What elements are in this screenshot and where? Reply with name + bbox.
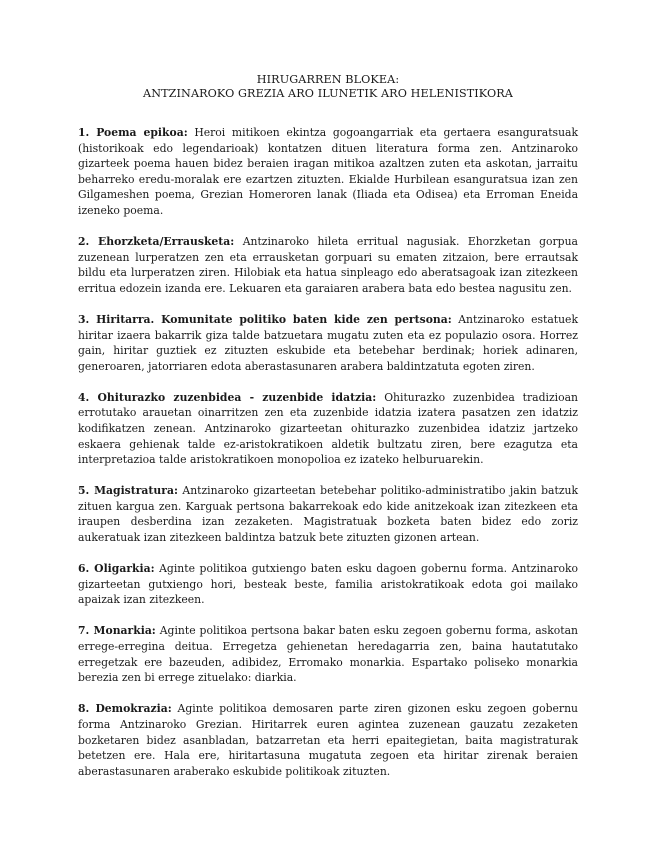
glossary-entry-ehorzketa-errausketa: [78, 234, 578, 296]
entry-definition: Ohiturazko zuzenbidea tradizioan errotutako arauetan oinarritzen zen eta zuzenbide idatzia izatera pasatzen zen idatziz kodifikatzen zenean. Antzinaroko gizarteetan ohiturazko zuzenbidea idatziz jartzeko eskaera gehienak talde ez-aristokratikoen aldetik bultzatu ziren, bere ezagutza eta interpretazioa talde aristokratikoen monopolioa ez izateko helburuarekin.: [78, 390, 578, 467]
entry-definition: Antzinaroko gizarteetan betebehar politiko-administratibo jakin batzuk zituen kargua zen. Karguak pertsona bakarrekoak edo kide anitzekoak izan zitezkeen eta iraupen desberdina izan zezaketen. Magistratuak bozketa baten bidez edo zoriz aukeratuak izan zitezkeen baldintza batzuk bete zituzten gizonen artean.: [78, 484, 578, 545]
glossary-entry-poema-epikoa: [78, 125, 578, 219]
entry-term: 2. Ehorzketa/Errausketa:: [78, 235, 235, 249]
entry-term: 3. Hiritarra. Komunitate politiko baten kide zen pertsona:: [78, 312, 452, 326]
glossary-entry-demokrazia: [78, 701, 578, 779]
entry-definition: Aginte politikoa demosaren parte ziren gizonen esku zegoen gobernu forma Antzinaroko Grezian. Hiritarrek euren agintea zuzenean gauzatu zezaketen bozketaren bidez asanbladan, batzarretan eta herri epaitegietan, baita magistraturak betetzen ere. Hala ere, hiritartasuna mugatuta zegoen eta hiritar zirenak beraien aberastasunaren araberako eskubide politikoak zituzten.: [78, 702, 578, 778]
glossary-entry-hiritarra: [78, 312, 578, 374]
title-line-1: HIRUGARREN BLOKEA:: [256, 73, 400, 86]
entry-definition: Antzinaroko estatuek hiritar izaera bakarrik giza talde batzuetara mugatu zuten eta ez populazio osora. Horrez gain, hiritar guztiek ez zituzten eskubide eta betebehar berdinak; horiek adinaren, generoaren, jatorriaren edota aberastasunaren arabera baldintzatuta egoten ziren.: [78, 312, 578, 373]
entry-term: 1. Poema epikoa:: [78, 126, 188, 139]
glossary-entry-oligarkia: [78, 561, 578, 608]
entry-definition: Heroi mitikoen ekintza gogoangarriak eta gertaera esanguratsuak (historikoak edo legendarioak) kontatzen dituen literatura forma zen. Antzinaroko gizarteek poema hauen bidez beraien iragan mitikoa azaltzen zuten eta askotan, jarraitu beharreko eredu-moralak ere ezartzen zituzten. Ekialde Hurbilean esanguratsua izan zen Gilgameshen poema, Grezian Homeroren lanak (Iliada eta Odisea) eta Erroman Eneida izeneko poema.: [78, 126, 579, 217]
glossary-entry-magistratura: [78, 483, 578, 545]
entry-term: 4. Ohiturazko zuzenbidea - zuzenbide idatzia:: [78, 390, 377, 404]
entry-definition: Antzinaroko hileta erritual nagusiak. Ehorzketan gorpua zuzenean lurperatzen zen eta errausketan gorpuari su ematen zitzaion, bere errautsak bildu eta lurperatzen ziren. Hilobiak eta hatua sinpleago edo aberatsagoak izan zitezkeen erritua edozein izanda ere. Lekuaren eta garaiaren arabera bata edo bestea nagusitu zen.: [78, 235, 578, 295]
block-title: [78, 73, 578, 101]
entry-definition: Aginte politikoa gutxiengo baten esku dagoen gobernu forma. Antzinaroko gizarteetan gutxiengo hori, besteak beste, familia aristokratikoak edota goi mailako apaizak izan zitezkeen.: [78, 562, 579, 607]
glossary-entry-zuzenbidea: [78, 390, 578, 468]
entry-term: 5. Magistratura:: [78, 484, 178, 498]
title-line-2: ANTZINAROKO GREZIA ARO ILUNETIK ARO HELENISTIKORA: [143, 87, 513, 100]
entry-definition: Aginte politikoa pertsona bakar baten esku zegoen gobernu forma, askotan errege-erregina deitua. Erregetza gehienetan heredagarria zen, baina hautatutako erregetzak ere bazeuden, adibidez, Erromako monarkia. Espartako poliseko monarkia berezia zen bi errege zituelako: diarkia.: [78, 624, 579, 685]
entry-term: 8. Demokrazia:: [78, 702, 172, 716]
glossary-entry-monarkia: [78, 623, 578, 685]
entry-term: 6. Oligarkia:: [78, 562, 155, 576]
entry-term: 7. Monarkia:: [78, 624, 156, 638]
